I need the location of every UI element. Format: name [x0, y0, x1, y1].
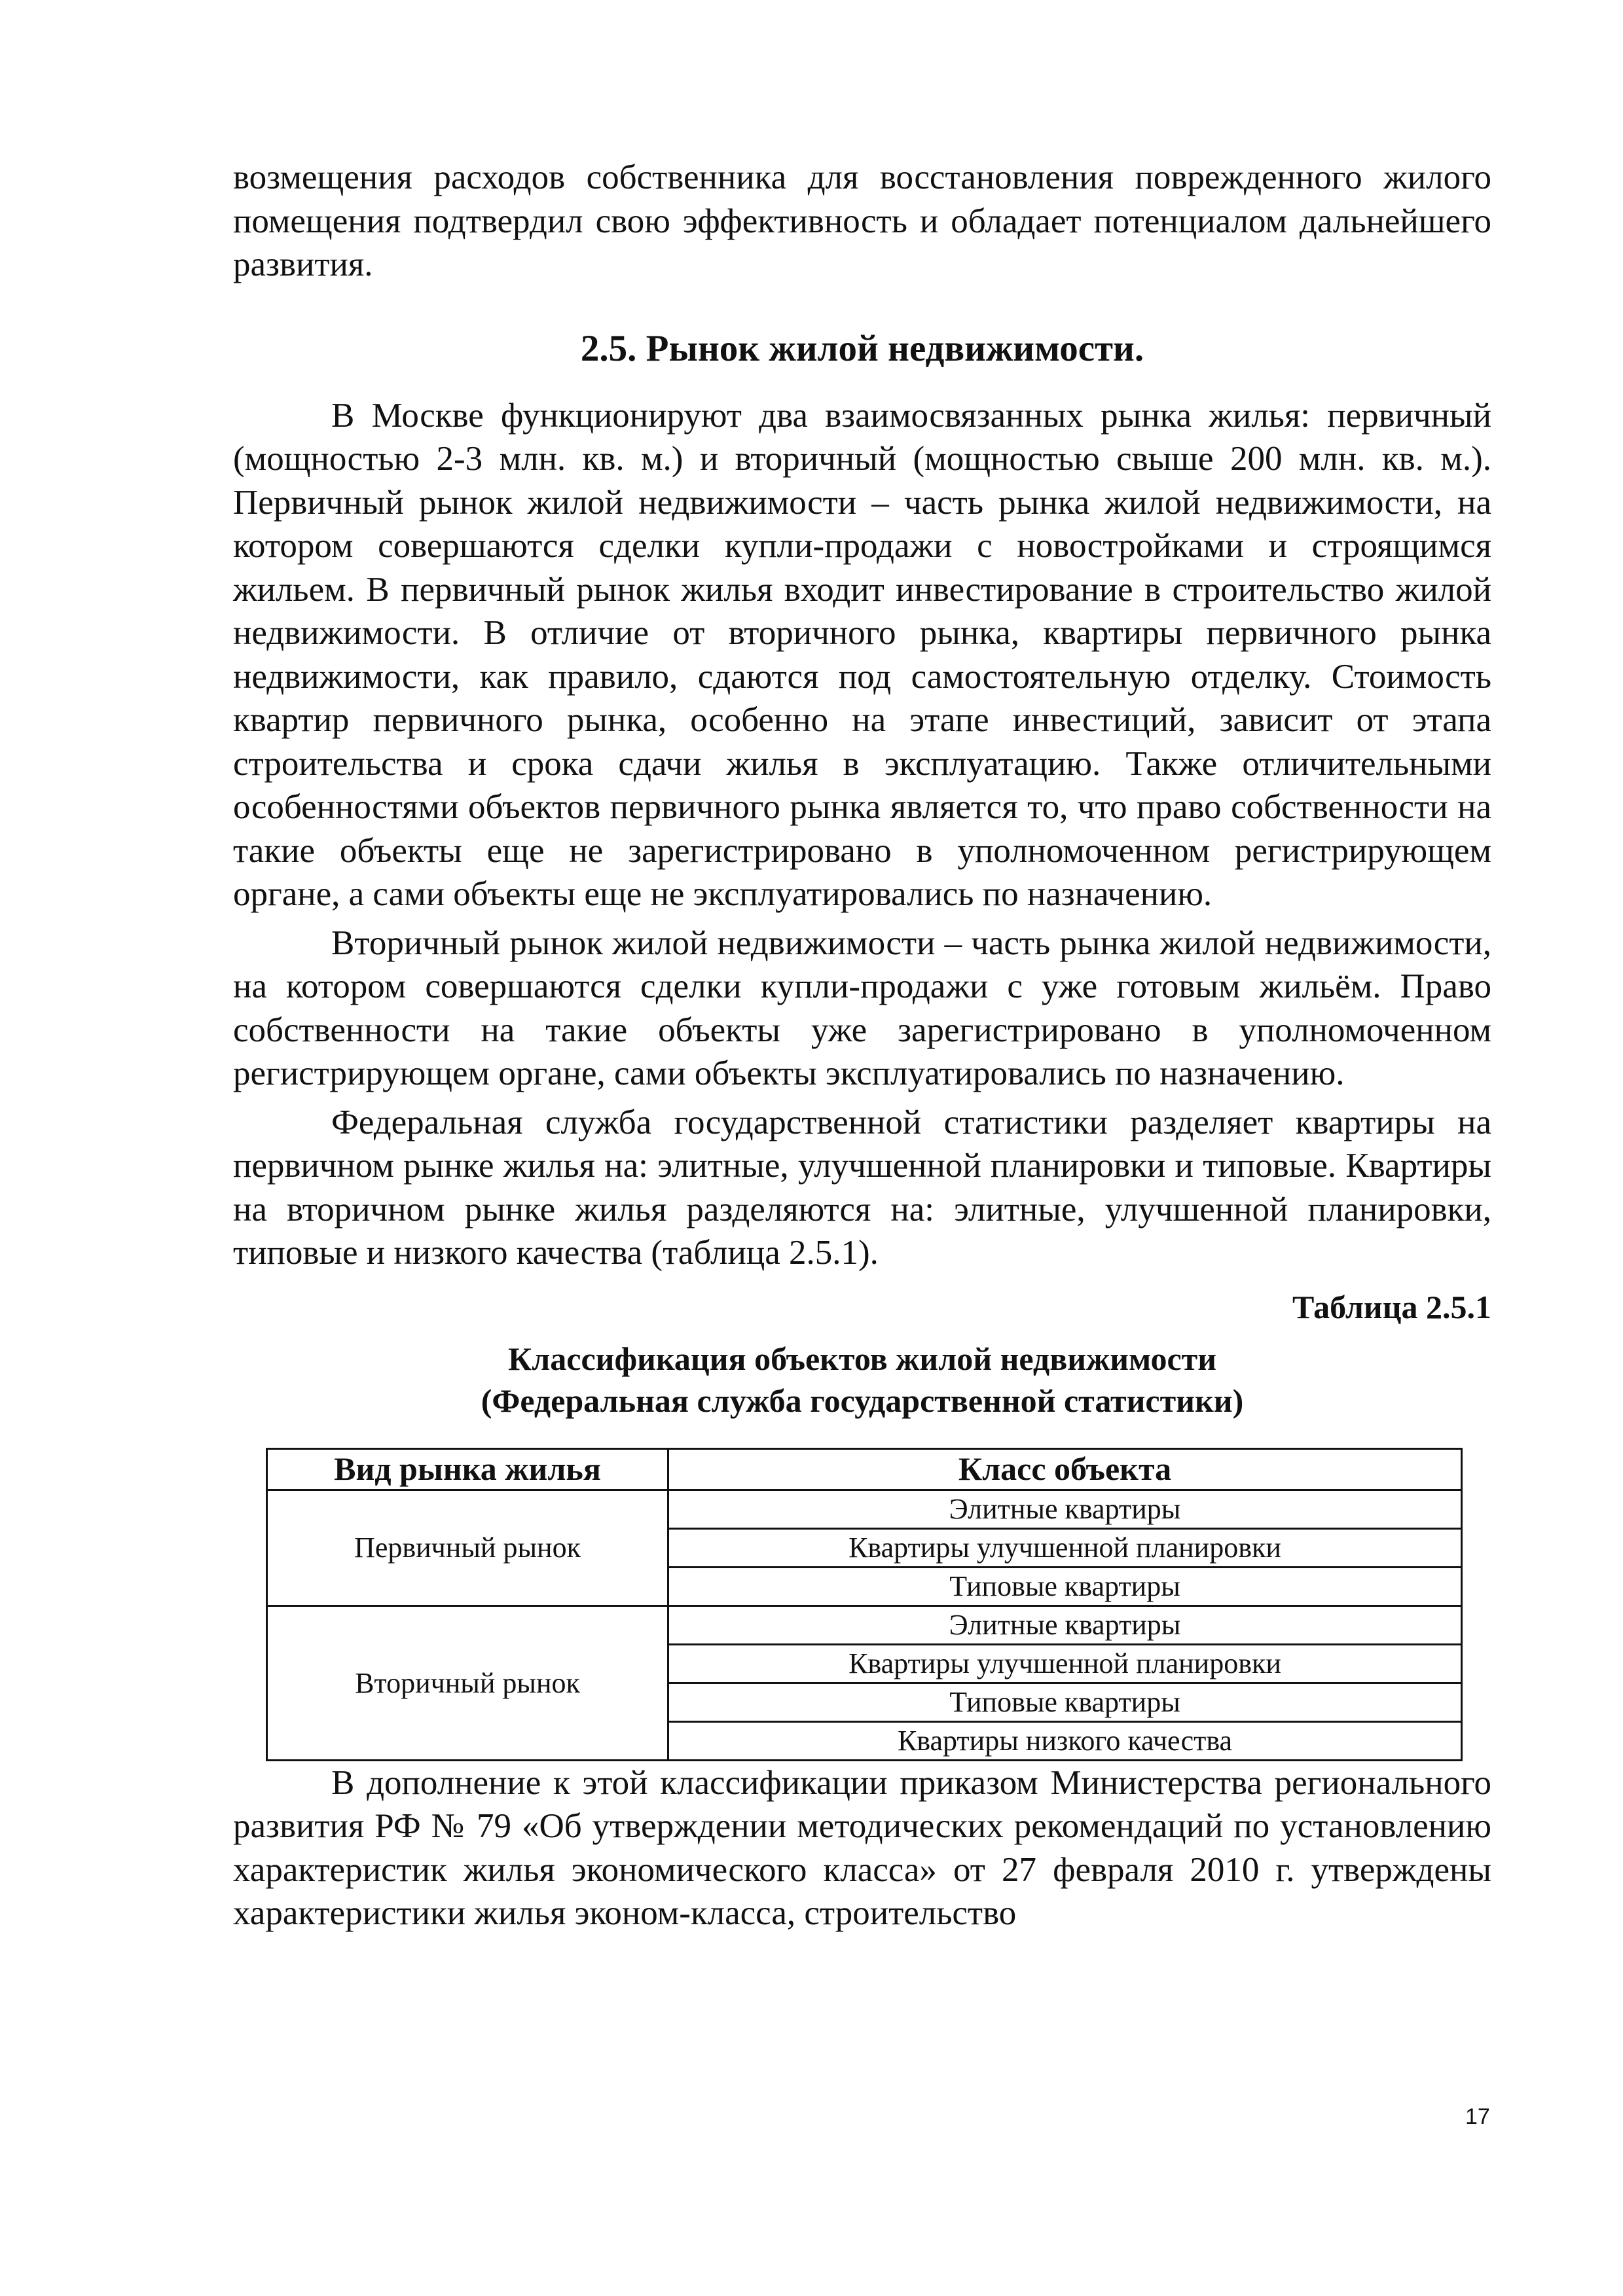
table-label: Таблица 2.5.1: [1292, 1288, 1491, 1325]
class-cell: Квартиры улучшенной планировки: [668, 1644, 1462, 1683]
market-secondary: Вторичный рынок: [267, 1605, 668, 1760]
closing-paragraph: В дополнение к этой классификации приказом Министерства регионального развития РФ № 79 «Об утверждении методических рекомендаций по установлению характеристик жилья экономического класса» от 27 февраля 2010 г. утверждены характеристики жилья эконом-класса, строительство: [233, 1763, 1491, 1932]
paragraph-primary-market: В Москве функционируют два взаимосвязанных рынка жилья: первичный (мощностью 2-3 млн. кв. м.) и вторичный (мощностью свыше 200 млн. кв. м.). Первичный рынок жилой недвижимости – часть рынка жилой недвижимости, на котором совершаются сделки купли-продажи с новостройками и строящимся жильем. В первичный рынок жилья входит инвестирование в строительство жилой недвижимости. В отличие от вторичного рынка, квартиры первичного рынка недвижимости, как правило, сдаются под самостоятельную отделку. Стоимость квартир первичного рынка, особенно на этапе инвестиций, зависит от этапа строительства и срока сдачи жилья в эксплуатацию. Также отличительными особенностями объектов первичного рынка является то, что право собственности на такие объекты еще не зарегистрировано в уполномоченном регистрирующем органе, а сами объекты еще не эксплуатировались по назначению.: [233, 396, 1491, 913]
page-content: [233, 156, 1491, 1935]
paragraph-rosstat-classification: Федеральная служба государственной статистики разделяет квартиры на первичном рынке жилья на: элитные, улучшенной планировки и типовые. Квартиры на вторичном рынке жилья разделяются на: элитные, улучшенной планировки, типовые и низкого качества (таблица 2.5.1).: [233, 1103, 1491, 1272]
page-number: 17: [1465, 2104, 1490, 2129]
table-row: [267, 1490, 1462, 1528]
market-primary: Первичный рынок: [267, 1490, 668, 1605]
class-cell: Типовые квартиры: [668, 1567, 1462, 1605]
table-caption-line-1: Классификация объектов жилой недвижимости: [507, 1340, 1217, 1377]
table-row: [267, 1605, 1462, 1644]
class-cell: Элитные квартиры: [668, 1490, 1462, 1528]
header-object-class: Класс объекта: [668, 1448, 1462, 1490]
table-header-row: [267, 1448, 1462, 1490]
class-cell: Квартиры улучшенной планировки: [668, 1528, 1462, 1567]
section-title: 2.5. Рынок жилой недвижимости.: [580, 327, 1144, 369]
intro-paragraph: возмещения расходов собственника для восстановления поврежденного жилого помещения подтвердил свою эффективность и обладает потенциалом дальнейшего развития.: [233, 158, 1491, 283]
table-caption-line-2: (Федеральная служба государственной статистики): [481, 1382, 1244, 1419]
paragraph-secondary-market: Вторичный рынок жилой недвижимости – часть рынка жилой недвижимости, на котором совершаются сделки купли-продажи с уже готовым жильём. Право собственности на такие объекты уже зарегистрировано в уполномоченном регистрирующем органе, сами объекты эксплуатировались по назначению.: [233, 924, 1491, 1092]
header-market-type: Вид рынка жилья: [267, 1448, 668, 1490]
table-caption: [233, 1338, 1491, 1422]
classification-table: [266, 1448, 1463, 1761]
class-cell: Элитные квартиры: [668, 1605, 1462, 1644]
class-cell: Квартиры низкого качества: [668, 1721, 1462, 1760]
class-cell: Типовые квартиры: [668, 1683, 1462, 1721]
